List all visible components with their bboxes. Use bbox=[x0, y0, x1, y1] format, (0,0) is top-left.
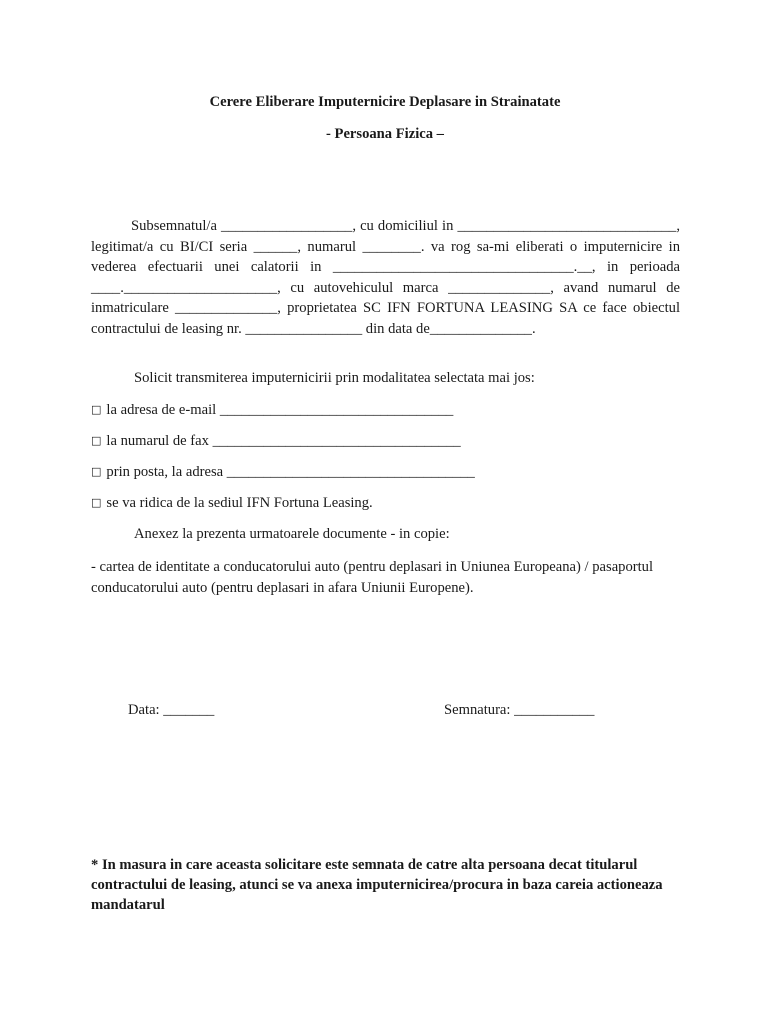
option-post bbox=[91, 464, 475, 481]
option-fax-label: la numarul de fax __________________________________ bbox=[106, 433, 461, 449]
signature-field: Semnatura: ___________ bbox=[444, 702, 595, 718]
option-email-label: la adresa de e-mail ________________________________ bbox=[106, 402, 454, 418]
option-post-label: prin posta, la adresa __________________________________ bbox=[106, 464, 475, 480]
checkbox-icon[interactable]: □ bbox=[91, 434, 102, 447]
option-fax bbox=[91, 433, 461, 450]
date-field: Data: _______ bbox=[128, 702, 215, 718]
checkbox-icon[interactable]: □ bbox=[91, 465, 102, 478]
checkbox-icon[interactable]: □ bbox=[91, 496, 102, 509]
annex-item: - cartea de identitate a conducatorului auto (pentru deplasari in Uniunea Europeana) / pasaportul conducatorului auto (pentru deplasari in afara Uniunii Europene). bbox=[91, 559, 654, 596]
footnote: * In masura in care aceasta solicitare este semnata de catre alta persoana decat titularul contractului de leasing, atunci se va anexa imputernicirea/procura in baza careia actioneaza mandatarul bbox=[91, 857, 663, 913]
document-subtitle: - Persoana Fizica – bbox=[326, 126, 444, 142]
annex-intro: Anexez la prezenta urmatoarele documente - in copie: bbox=[134, 526, 450, 542]
transmission-intro: Solicit transmiterea imputernicirii prin modalitatea selectata mai jos: bbox=[134, 370, 535, 386]
applicant-details-paragraph: Subsemnatul/a __________________, cu domiciliul in ______________________________, legitimat/a cu BI/CI seria ______, numarul ________. va rog sa-mi eliberati o imputernicire in vederea efectuarii unei calatorii in _________________________________.__, in perioada ____._____________________, cu autovehiculul marca ______________, avand numarul de inmatriculare ______________, proprietatea SC IFN FORTUNA LEASING SA ce face obiectul contractului de leasing nr. ________________ din data de______________. bbox=[91, 218, 680, 337]
document-title: Cerere Eliberare Imputernicire Deplasare in Strainatate bbox=[209, 94, 561, 110]
option-email bbox=[91, 402, 453, 419]
option-pickup bbox=[91, 495, 373, 512]
checkbox-icon[interactable]: □ bbox=[91, 403, 102, 416]
option-pickup-label: se va ridica de la sediul IFN Fortuna Leasing. bbox=[106, 495, 373, 511]
